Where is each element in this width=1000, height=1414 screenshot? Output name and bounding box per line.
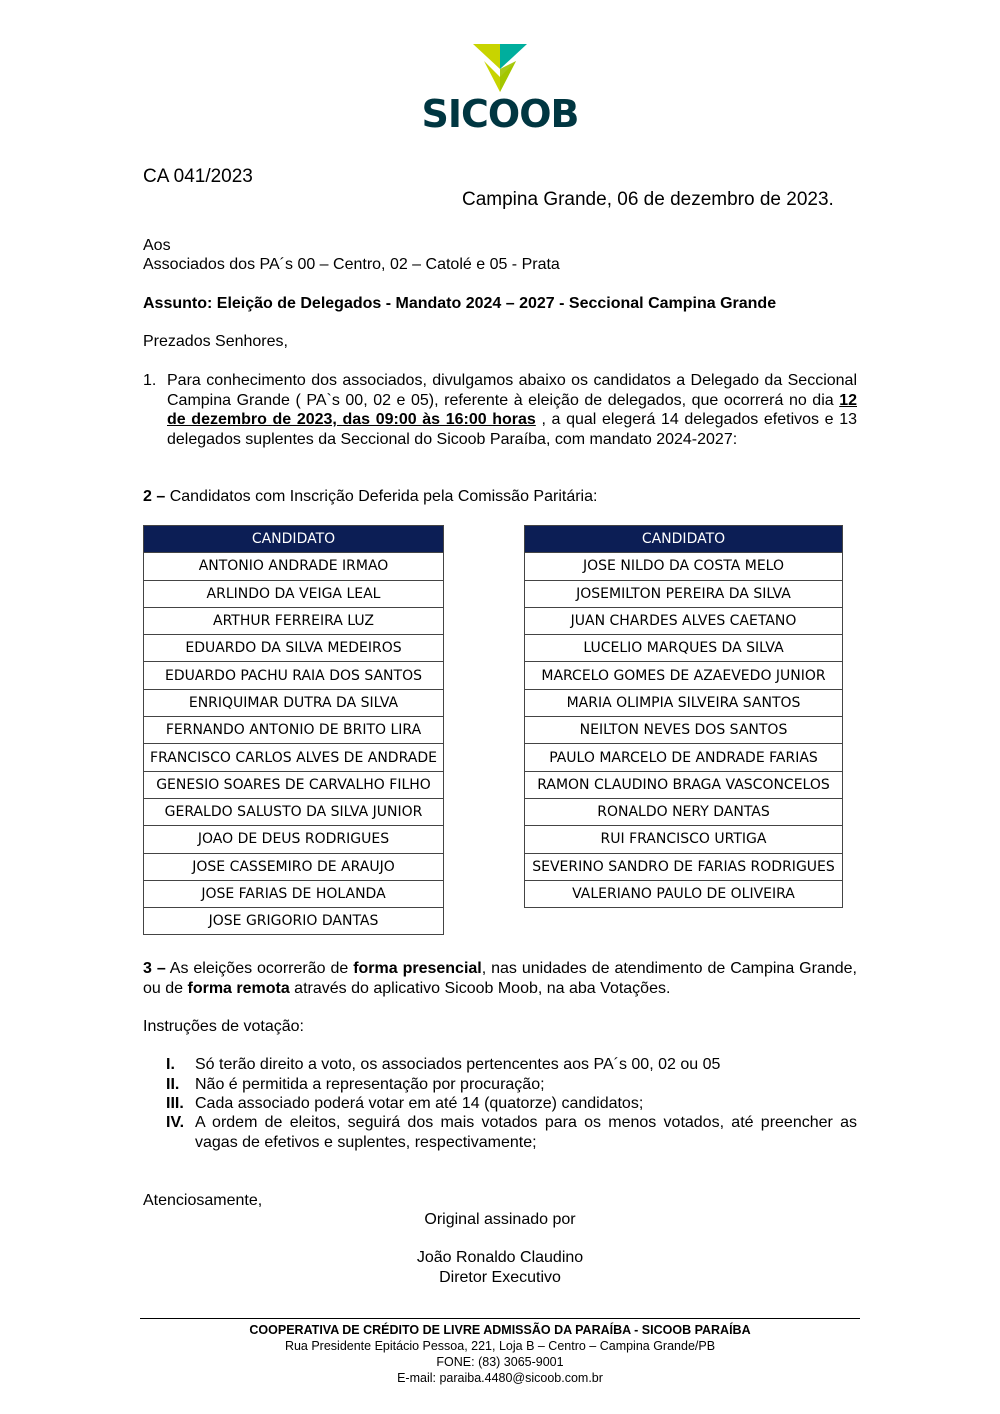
date-line: Campina Grande, 06 de dezembro de 2023. [462, 189, 834, 210]
footer-address: Rua Presidente Epitácio Pessoa, 221, Loja B – Centro – Campina Grande/PB [284, 1339, 716, 1353]
instruction-text: Não é permitida a representação por procuração; [195, 1076, 545, 1093]
footer-phone: FONE: (83) 3065-9001 [436, 1355, 564, 1369]
footer-organization: COOPERATIVA DE CRÉDITO DE LIVRE ADMISSÃO DA PARAÍBA - SICOOB PARAÍBA [249, 1323, 751, 1337]
instruction-number: I. [166, 1056, 175, 1073]
instruction-text: A ordem de eleitos, seguirá dos mais votados para os menos votados, até preencher as vagas de efetivos e suplentes, respectivamente; [195, 1114, 857, 1151]
candidates-table-left [143, 525, 444, 935]
candidate-name: MARCELO GOMES DE AZAEVEDO JUNIOR [525, 662, 843, 689]
instruction-text: Só terão direito a voto, os associados pertencentes aos PA´s 00, 02 ou 05 [195, 1056, 721, 1073]
table-row [525, 580, 843, 607]
candidate-name: RAMON CLAUDINO BRAGA VASCONCELOS [525, 771, 843, 798]
instruction-text: Cada associado poderá votar em até 14 (quatorze) candidatos; [195, 1095, 644, 1112]
candidate-name: MARIA OLIMPIA SILVEIRA SANTOS [525, 689, 843, 716]
table-row [525, 744, 843, 771]
greeting: Prezados Senhores, [143, 333, 288, 350]
closing-salutation: Atenciosamente, [143, 1192, 263, 1209]
subject-line: Assunto: Eleição de Delegados - Mandato 2024 – 2027 - Seccional Campina Grande [143, 295, 777, 312]
sicoob-logo-icon [420, 44, 580, 94]
table-row [525, 607, 843, 634]
table-header: CANDIDATO [144, 526, 444, 553]
instruction-number: III. [166, 1095, 184, 1112]
candidate-name: PAULO MARCELO DE ANDRADE FARIAS [525, 744, 843, 771]
table-row [144, 553, 444, 580]
item-3-bold-remota: forma remota [187, 979, 290, 997]
table-row [525, 635, 843, 662]
item-1-text-after: , a qual elegerá 14 delegados efetivos e 13 delegados suplentes da Seccional do Sicoob Paraíba, com mandato 2024-2027: [167, 411, 858, 448]
candidate-name: FERNANDO ANTONIO DE BRITO LIRA [144, 717, 444, 744]
candidate-name: ANTONIO ANDRADE IRMAO [144, 553, 444, 580]
candidate-name: FRANCISCO CARLOS ALVES DE ANDRADE [144, 744, 444, 771]
candidate-name: LUCELIO MARQUES DA SILVA [525, 635, 843, 662]
table-row [144, 880, 444, 907]
table-header: CANDIDATO [525, 526, 843, 553]
candidate-name: JOSE GRIGORIO DANTAS [144, 908, 444, 935]
footer-email: E-mail: paraiba.4480@sicoob.com.br [397, 1371, 603, 1385]
candidate-name: JOSE FARIAS DE HOLANDA [144, 880, 444, 907]
item-2-text: Candidatos com Inscrição Deferida pela Comissão Paritária: [165, 488, 598, 505]
election-date-highlight: 12 de dezembro de 2023, das 09:00 às 16:00 horas [167, 391, 857, 428]
addressee-line-2: Associados dos PA´s 00 – Centro, 02 – Catolé e 05 - Prata [143, 256, 560, 273]
item-3-text: , nas unidades de atendimento de Campina Grande, ou de [143, 960, 857, 997]
candidate-name: NEILTON NEVES DOS SANTOS [525, 717, 843, 744]
candidate-name: JOAO DE DEUS RODRIGUES [144, 826, 444, 853]
candidate-name: VALERIANO PAULO DE OLIVEIRA [525, 880, 843, 907]
table-row [525, 771, 843, 798]
candidate-name: RONALDO NERY DANTAS [525, 798, 843, 825]
candidate-name: EDUARDO DA SILVA MEDEIROS [144, 635, 444, 662]
table-row [144, 689, 444, 716]
table-row [144, 771, 444, 798]
table-row [144, 826, 444, 853]
table-row [525, 553, 843, 580]
table-row [525, 798, 843, 825]
table-row [144, 744, 444, 771]
candidate-name: ARTHUR FERREIRA LUZ [144, 607, 444, 634]
item-3-paragraph [143, 959, 857, 998]
instruction-number: IV. [166, 1114, 185, 1131]
candidate-name: GENESIO SOARES DE CARVALHO FILHO [144, 771, 444, 798]
item-1-number: 1. [143, 372, 157, 389]
candidate-name: RUI FRANCISCO URTIGA [525, 826, 843, 853]
table-row [144, 798, 444, 825]
table-row [144, 853, 444, 880]
item-2-dash: 2 – [143, 488, 166, 505]
signatory-name: João Ronaldo Claudino [416, 1249, 584, 1266]
table-row [144, 635, 444, 662]
item-3-text: através do aplicativo Sicoob Moob, na aba Votações. [289, 979, 671, 997]
candidate-name: SEVERINO SANDRO DE FARIAS RODRIGUES [525, 853, 843, 880]
table-row [144, 908, 444, 935]
table-row [525, 689, 843, 716]
signatory-role: Diretor Executivo [439, 1269, 561, 1286]
table-row [144, 717, 444, 744]
addressee-line-1: Aos [143, 237, 171, 254]
candidate-name: ARLINDO DA VEIGA LEAL [144, 580, 444, 607]
brand-name: SICOOB [421, 92, 579, 136]
item-3-dash: 3 – [143, 960, 166, 977]
candidates-table-right [524, 525, 843, 908]
table-row [525, 853, 843, 880]
candidate-name: JOSE NILDO DA COSTA MELO [525, 553, 843, 580]
footer-divider [140, 1318, 860, 1319]
candidate-name: EDUARDO PACHU RAIA DOS SANTOS [144, 662, 444, 689]
candidate-name: GERALDO SALUSTO DA SILVA JUNIOR [144, 798, 444, 825]
candidate-name: JOSEMILTON PEREIRA DA SILVA [525, 580, 843, 607]
table-row [525, 717, 843, 744]
candidate-name: JUAN CHARDES ALVES CAETANO [525, 607, 843, 634]
table-row [144, 662, 444, 689]
table-row [525, 662, 843, 689]
instruction-number: II. [166, 1076, 180, 1093]
document-reference: CA 041/2023 [143, 166, 253, 187]
item-3-text: As eleições ocorrerão de [165, 960, 354, 977]
item-2-paragraph [143, 487, 597, 507]
candidate-name: JOSE CASSEMIRO DE ARAUJO [144, 853, 444, 880]
item-1-text-before: Para conhecimento dos associados, divulgamos abaixo os candidatos a Delegado da Seccional Campina Grande ( PA`s 00, 02 e 05), referente à eleição de delegados, que ocorrerá no dia [167, 372, 857, 409]
table-row [525, 826, 843, 853]
table-row [144, 580, 444, 607]
signed-note: Original assinado por [424, 1211, 576, 1228]
item-1-paragraph [167, 371, 857, 449]
candidate-name: ENRIQUIMAR DUTRA DA SILVA [144, 689, 444, 716]
table-row [525, 880, 843, 907]
sicoob-logo [420, 44, 580, 136]
item-3-bold-presencial: forma presencial [353, 960, 482, 977]
table-row [144, 607, 444, 634]
instructions-title: Instruções de votação: [143, 1018, 304, 1035]
